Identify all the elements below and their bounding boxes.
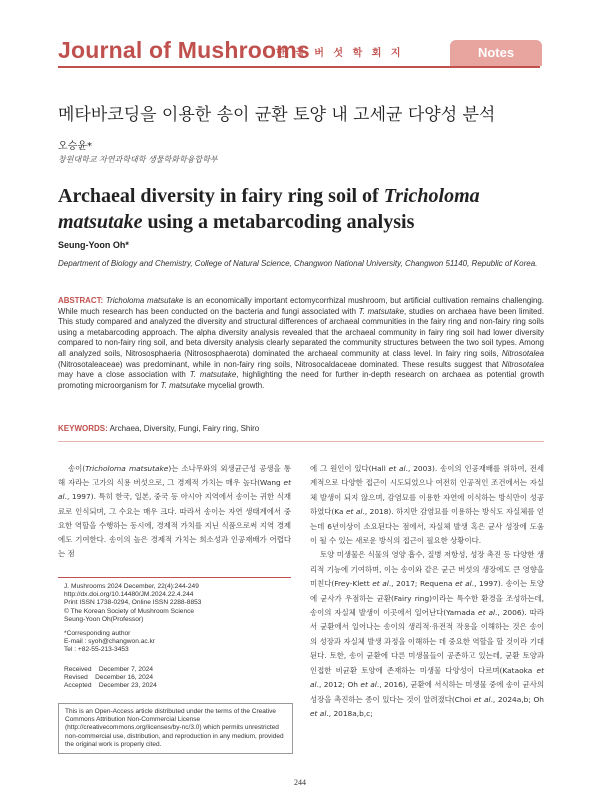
received-date: Received December 7, 2024: [64, 666, 154, 673]
body-paragraph: [310, 462, 544, 548]
body-column-left: [58, 462, 291, 561]
journal-header: [0, 0, 600, 62]
english-title: [58, 183, 548, 235]
body-text: 에 그 원인이 있다(Hall: [310, 464, 389, 473]
body-species: Tricholoma matsutake: [85, 464, 169, 473]
abstract-label: ABSTRACT:: [58, 296, 104, 305]
body-text: ., 2018a,b,c;: [326, 708, 373, 718]
korean-author: 오승윤*: [58, 141, 92, 152]
english-affiliation: Department of Biology and Chemistry, College of Natural Science, Changwon National University, Changwon 51140, Republic of Korea.: [58, 259, 538, 268]
page-number: 244: [294, 778, 306, 787]
author-line: Seung-Yoon Oh(Professor): [64, 615, 144, 623]
body-text: 토양 미생물은 식물의 영양 흡수, 질병 저항성, 성장 촉진 등 다양한 생리적 기능에 기여하며, 이는 송이와 같은 균근 버섯의 생장에도 큰 영향을 미친다(Frey-Klett: [310, 550, 544, 589]
citation-etal: et al: [360, 680, 377, 690]
keywords-text: Archaea, Diversity, Fungi, Fairy ring, Shiro: [109, 424, 260, 433]
body-text: ., 2012; Oh: [316, 680, 361, 690]
open-access-notice: This is an Open-Access article distributed under the terms of the Creative Commons Attribution Non-Commercial License (http://creativecommons.org/licenses/by-nc/3.0) which permits unrestricted non-commercial use, distribution, and reproduction in any medium, provided the original work is properly cited.: [58, 703, 293, 754]
abstract-species: T. matsutake: [189, 370, 237, 380]
issn-line: Print ISSN 1738-0294, Online ISSN 2288-8853: [64, 599, 202, 607]
abstract-text: (Nitrosotaleaceae) was predominant, while in non-fairy ring soils, Nitrosocaldaceae dominated. These results suggest that: [58, 359, 502, 369]
abstract-text: , studies on archaea have been limited. This study compared and analyzed the diversity and structural differences of archaeal communities in the fairy ring and non-fairy ring soils using a metabarcoding approach. The alpha diversity analysis revealed that the archaeal community in fairy ring soil had lower diversity compared to non-fairy ring soil, and beta diversity analysis clearly separated the community structures between the two soil types. Among all analyzed soils, Nitrososphaeria (Nitrososphaerota) dominated the archaeal community at class level. In fairy ring soils,: [58, 306, 545, 358]
body-text: ., 2018). 하지만 감염묘를 이용하는 방식도 자실체를 얻는데 6년이상이 소요된다는 점에서, 자실체 발생 혹은 균사 성장에 도움이 될 수 있는 새로운 방식의 접근이 필요한 상황이다.: [310, 507, 544, 546]
citation-etal: et al: [58, 478, 291, 502]
english-title-part2: using a metabarcoding analysis: [142, 211, 415, 233]
corresponding-author-label: *Corresponding author: [64, 630, 131, 637]
abstract-species: Tricholoma matsutake: [105, 296, 184, 305]
abstract: [58, 296, 544, 391]
abstract-genus: Nitrosotalea: [501, 348, 544, 358]
citation-etal: et al: [346, 507, 363, 517]
header-divider: [58, 66, 540, 68]
doi-link[interactable]: http://dx.doi.org/10.14480/JM.2024.22.4.244: [64, 591, 194, 599]
citation-etal: et al: [372, 579, 389, 589]
email-line[interactable]: E-mail : syoh@changwon.ac.kr: [64, 638, 155, 646]
english-title-part1: Archaeal diversity in fairy ring soil of: [58, 185, 384, 207]
citation-etal: et al: [478, 608, 496, 618]
citation-etal: et al: [473, 694, 491, 704]
accepted-date: Accepted December 23, 2024: [64, 682, 157, 690]
citation-etal: et al: [310, 708, 327, 718]
english-title-species: Tricholoma matsutake: [58, 185, 480, 233]
abstract-text: is an economically important ectomycorrhizal mushroom, but artificial cultivation remains challenging. While much research has been conducted on the bacteria and fungi associated with: [58, 296, 544, 316]
citation-etal: et al: [455, 579, 472, 589]
body-paragraph: [58, 462, 291, 561]
body-text: 송이(: [68, 464, 86, 473]
body-text: )는 소나무와의 외생균근성 공생을 통해 자라는 고가의 식용 버섯으로, 그 경제적 가치는 매우 높다(Wang: [58, 464, 291, 488]
body-text: ., 2003). 송이의 인공재배를 위하여, 전세계적으로 다양한 접근이 시도되었으나 여전히 인공적인 조건에서는 자실체 발생이 되지 않으며, 감염묘를 이용한 자연에 이식하는 방식만이 성공하였다(Ka: [310, 464, 544, 517]
abstract-species: T. matsutake: [160, 380, 206, 390]
abstract-genus: Nitrosotalea: [501, 359, 544, 369]
tel-line: Tel : +82-55-213-3453: [64, 646, 129, 654]
abstract-species: T. matsutake: [358, 306, 404, 316]
keywords-label: KEYWORDS:: [58, 424, 108, 433]
english-author: Seung-Yoon Oh*: [58, 240, 129, 250]
korean-affiliation: 창원대학교 자연과학대학 생물학화학융합학부: [58, 155, 218, 164]
body-text: ., 2006). 따라서 균환에서 일어나는 송이의 생리적·유전적 작용을 이해하는 것은 송이의 성장과 자실체 발생 과정을 이해하는 데 중요한 역할을 할 것이라 기대된다. 토한, 송이 균환에 다른 미생물들이 공존하고 있는데, 균환 토양과 인접한 비균환 토양에 존재하는 미생물 다양성이 다르며(Kataoka: [310, 608, 544, 675]
journal-title-korean: 한 국 버 섯 학 회 지: [276, 48, 404, 59]
citation-line: J. Mushrooms 2024 December, 22(4):244-249: [64, 583, 199, 590]
abstract-text: mycelial growth.: [205, 380, 265, 390]
journal-title: Journal of Mushrooms: [58, 37, 310, 63]
body-column-right: [310, 462, 544, 721]
revised-date: Revised December 16, 2024: [64, 674, 154, 682]
body-text: ., 1997). 특히 한국, 일본, 중국 등 아시아 지역에서 송이는 귀한 식재료로 인식되며, 그 수요는 매우 크다. 따라서 송이는 자연 생태계에서 중요한 역할을 수행하는 동시에, 경제적 가치를 지닌 식품으로써 지역 경제에도 기여한다. 송이의 높은 경제적 가치는 희소성과 인공재배가 어렵다는 점: [58, 492, 291, 559]
body-text: ., 2017; Requena: [388, 579, 456, 589]
keywords: [58, 424, 259, 433]
abstract-text: , highlighting the need for further in-depth research on archaea as potential growth promoting microorganism for: [58, 370, 544, 390]
copyright-line: © The Korean Society of Mushroom Science: [64, 607, 195, 615]
body-text: ., 2024a,b; Oh: [490, 694, 544, 704]
citation-etal: et al: [310, 665, 544, 690]
section-tab-notes: Notes: [450, 40, 542, 66]
citation-etal: et al: [388, 464, 406, 473]
body-text: ., 1997). 송이는 토양에 균사가 우점하는 균환(Fairy ring)이라는 특수한 환경을 조성하는데, 송이의 자실체 발생이 이곳에서 일어난다(Yamada: [310, 579, 544, 618]
abstract-divider: [58, 441, 544, 442]
body-paragraph: [310, 548, 544, 721]
korean-title: 메타바코딩을 이용한 송이 균환 토양 내 고세균 다양성 분석: [58, 105, 496, 125]
abstract-text: may have a close association with: [58, 370, 190, 380]
body-text: ., 2016), 균환에 서식하는 미생물 중에 송이 균사의 성장을 촉진하는 종이 있다는 것이 알려졌다(Choi: [310, 680, 544, 704]
